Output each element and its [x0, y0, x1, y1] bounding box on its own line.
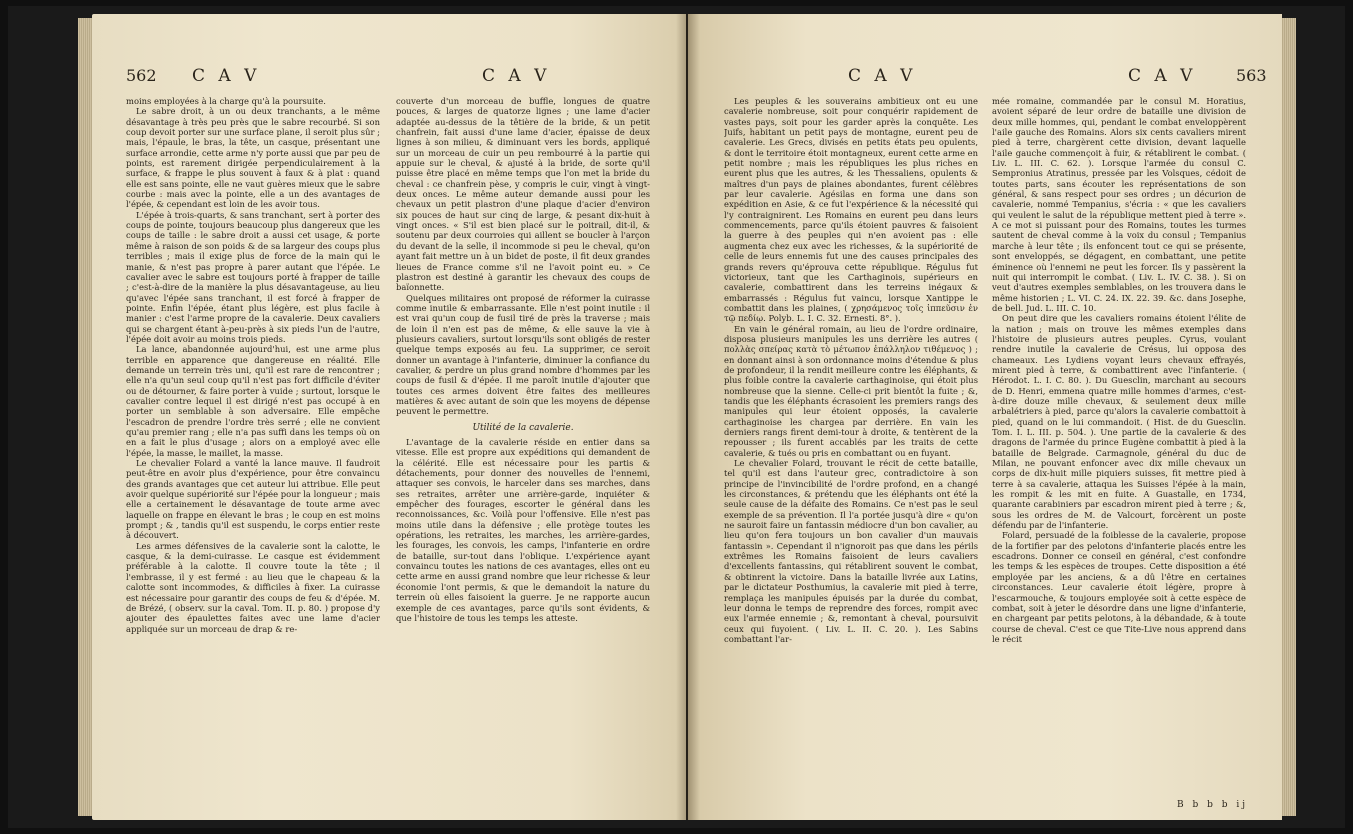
- paragraph: Les armes défensives de la cavalerie sont la calotte, le casque, & la demi-cuirasse. Le casque est évidemment préférable à la calotte. Il couvre toute la tête ; il l'embrasse, il y est fermé : au lieu que le chapeau & la calotte sont incommodes, & difficiles à fixer. La cuirasse est nécessaire pour garantir des coups de feu & d'épée. M. de Brézé, ( observ. sur la caval. Tom. II. p. 80. ) propose d'y ajouter des épaulettes faites avec une lame d'acier appliquée sur un morceau de drap & re-: [126, 540, 380, 634]
- text-column-2: [992, 96, 1246, 808]
- paragraph: Quelques militaires ont proposé de réformer la cuirasse comme inutile & embarrassante. Elle n'est point inutile : il est vrai qu'un coup de fusil tiré de près la traverse ; mais de loin il n'en est pas de même, & elle sauve la vie à plusieurs cavaliers, surtout lorsqu'ils sont obligés de rester quelque temps exposés au feu. La supprimer, ce seroit donner un avantage à l'infanterie, diminuer la confiance du cavalier, & perdre un plus grand nombre d'hommes par les coups de fusil & d'épée. Il me paroît inutile d'ajouter que toutes ces armes doivent être faites des meilleures matières & avec autant de soin que les moyens de dépense peuvent le permettre.: [396, 292, 650, 417]
- right-page-header: [688, 66, 1282, 92]
- paragraph: L'épée à trois-quarts, & sans tranchant, sert à porter des coups de pointe, toujours beaucoup plus dangereux que les coups de taille : le sabre droit a aussi cet usage, & porte même à raison de son poids & de sa largeur des coups plus terribles ; mais il exige plus de force de la main qui le manie, & n'est pas propre à parer autant que l'épée. Le cavalier avec le sabre est toujours porté à frapper de taille ; c'est-à-dire de la manière la plus désavantageuse, au lieu qu'avec l'épée sans tranchant, il est forcé à frapper de pointe. Enfin l'épée, étant plus légère, est plus facile à manier : c'est l'arme propre de la cavalerie. Deux cavaliers qui se chargent étant à-peu-près à six pieds l'un de l'autre, l'épée doit avoir au moins trois pieds.: [126, 209, 380, 344]
- running-head: C A V: [1128, 66, 1197, 86]
- left-page-edges: [78, 18, 92, 816]
- page-number: 563: [1236, 66, 1267, 85]
- left-page-header: [92, 66, 686, 92]
- text-column-1: [126, 96, 380, 808]
- paragraph: En vain le général romain, au lieu de l'ordre ordinaire, disposa plusieurs manipules les uns derrière les autres ( πολλὰς σπείρας κατὰ τὸ μέτωπον ἐπάλληλον τιθέμενος ) ; en donnant ainsi à son ordonnance moins d'étendue & plus de profondeur, il la rendit meilleure contre les éléphants, & plus foible contre la cavalerie carthaginoise, qui étoit plus nombreuse que la sienne. Celle-ci prit bientôt la fuite ; &, tandis que les éléphants écrasoient les premiers rangs des manipules qui leur étoient opposés, la cavalerie carthaginoise les chargea par derrière. En vain les derniers rangs firent demi-tour à droite, & tentèrent de la repousser ; ils furent accablés par les traits de cette cavalerie, & tués ou pris en combattant ou en fuyant.: [724, 323, 978, 458]
- running-head: C A V: [192, 66, 261, 86]
- text-column-2: [396, 96, 650, 808]
- paragraph: Le chevalier Folard a vanté la lance mauve. Il faudroit peut-être en avoir plus d'expérience, pour être convaincu des grands avantages que cet auteur lui attribue. Elle peut avoir quelque supériorité sur l'épée pour la longueur ; mais elle a certainement le désavantage de toute arme avec laquelle on frappe en élevant le bras ; le coup en est moins prompt ; & , tandis qu'il est suspendu, le corps entier reste à découvert.: [126, 458, 380, 541]
- page-number: 562: [126, 66, 157, 85]
- book-spread: [8, 6, 1345, 828]
- section-subtitle: Utilité de la cavalerie.: [472, 422, 574, 433]
- paragraph: La lance, abandonnée aujourd'hui, est une arme plus terrible en apparence que dangereuse en réalité. Elle demande un terrein très uni, qu'il est rare de rencontrer ; elle n'a qu'un seul coup qu'il n'est pas fort difficile d'éviter ou de détourner, & faire porter à vuide ; surtout, lorsque le cavalier contre lequel il est dirigé n'est pas occupé à en porter un semblable à son adversaire. Elle empêche l'escadron de prendre l'ordre très serré ; elle ne convient qu'au premier rang ; elle n'a pas suffi dans les temps où on en a fait le plus d'usage ; alors on a employé avec elle l'épée, la masse, le maillet, la masse.: [126, 344, 380, 458]
- running-head: C A V: [848, 66, 917, 86]
- right-page: [688, 14, 1282, 820]
- paragraph: Les peuples & les souverains ambitieux ont eu une cavalerie nombreuse, soit pour conquérir rapidement de vastes pays, soit pour les garder après la conquête. Les Juifs, habitant un petit pays de montagne, eurent peu de cavalerie. Les Grecs, divisés en petits états peu opulents, & dont le territoire étoit montagneux, eurent cette arme en petit nombre ; mais les républiques les plus riches en eurent plus que les autres, & les Thessaliens, opulents & maîtres d'un pays de plaines abondantes, furent célèbres par leur cavalerie. Agésilas en forma une dans son expédition en Asie, & ce fut l'expérience & la nécessité qui l'y contraignirent. Les Romains en eurent peu dans leurs commencements, parce qu'ils étoient pauvres & faisoient la guerre à des peuples qui n'en avoient pas : elle augmenta chez eux avec les richesses, & la supériorité de celle de leurs ennemis fut une des causes principales des grands revers qu'éprouva cette république. Régulus fut victorieux, tant que les Carthaginois, supérieurs en cavalerie, combattirent dans les terreins inégaux & embarrassés : Régulus fut vaincu, lorsque Xantippe le combattit dans les plaines, ( χρησάμενος τοῖς ἱππεῦσιν ἐν τῷ πεδίῳ. Polyb. L. I. C. 32. Ernesti. 8°. ).: [724, 96, 978, 324]
- paragraph: Le chevalier Folard, trouvant le récit de cette bataille, tel qu'il est dans l'auteur grec, contradictoire à son principe de l'invincibilité de l'ordre profond, en a changé les circonstances, & prétendu que les éléphants ont été la seule cause de la défaite des Romains. Ce n'est pas le seul exemple de sa prévention. Il l'a portée jusqu'à dire « qu'on ne sauroit faire un fantassin médiocre d'un bon cavalier, au lieu qu'on fera toujours un bon cavalier d'un mauvais fantassin ». Cependant il n'ignoroit pas que dans les périls extrêmes les Romains faisoient de leurs cavaliers d'excellents fantassins, qui rétablirent souvent le combat, & obtinrent la victoire. Dans la bataille livrée aux Latins, par le dictateur Posthumius, la cavalerie mit pied à terre, remplaça les manipules épuisés par la durée du combat, leur donna le temps de reprendre des forces, rompit avec eux l'armée ennemie ; &, remontant à cheval, poursuivit ceux qui fuyoient. ( Liv. L. II. C. 20. ). Les Sabins combattant l'ar-: [724, 458, 978, 644]
- paragraph: mée romaine, commandée par le consul M. Horatius, avoient séparé de leur ordre de bataille une division de deux mille hommes, qui, pendant le combat enveloppèrent l'aile gauche des Romains. Alors six cents cavaliers mirent pied à terre, chargèrent cette division, devant laquelle l'aile gauche commençoit à fuir, & rétablirent le combat. ( Liv. L. III. C. 62. ). Lorsque l'armée du consul C. Sempronius Atratinus, pressée par les Volsques, cédoit de toutes parts, sans écouter les représentations de son général, & sans respect pour ses ordres ; un décurion de cavalerie, nommé Tempanius, s'écria : « que les cavaliers qui veulent le salut de la république mettent pied à terre ». A ce mot si puissant pour des Romains, toutes les turmes sautent de cheval comme à la voix du consul ; Tempanius marche à leur tête ; ils enfoncent tout ce qui se présente, sont enveloppés, se dégagent, en combattant, une petite éminence où l'ennemi ne peut les forcer. Ils y passèrent la nuit qui interrompit le combat. ( Liv. L. IV. C. 38. ). Si on veut d'autres exemples semblables, on les trouvera dans le même historien ; L. VI. C. 24. IX. 22. 39. &c. dans Josephe, de bell. Jud. L. III. C. 10.: [992, 96, 1246, 313]
- paragraph: Folard, persuadé de la foiblesse de la cavalerie, propose de la fortifier par des pelotons d'infanterie placés entre les escadrons. Donner ce conseil en général, c'est confondre les temps & les espèces de troupes. Cette disposition a été employée par les anciens, & a dû l'être en certaines circonstances. Leur cavalerie étoit légère, propre à l'escarmouche, & toujours employée soit à cette espèce de combat, soit à jeter le désordre dans une ligne d'infanterie, en chargeant par petits pelotons, à la débandade, & à toute course de cheval. C'est ce que Tite-Live nous apprend dans le récit: [992, 530, 1246, 644]
- left-page: [92, 14, 686, 820]
- right-page-edges: [1282, 18, 1296, 816]
- book-gutter: [676, 14, 700, 820]
- paragraph: couverte d'un morceau de buffle, longues de quatre pouces, & larges de quatorze lignes ; une lame d'acier adaptée au-dessus de la têtière de la bride, & un petit chanfrein, fait aussi d'une lame d'acier, épaisse de deux lignes à son milieu, & diminuant vers les bords, appliqué sur un morceau de cuir un peu rembourré à la partie qui appuie sur le cheval, & ajusté à la bride, de sorte qu'il puisse être placé en même temps que l'on met la bride du cheval : ce chanfrein pèse, y compris le cuir, vingt à vingt-deux onces. Le même auteur demande aussi pour les chevaux un petit plastron d'une plaque d'acier d'environ six pouces de haut sur cinq de large, & pesant dix-huit à vingt onces. « S'il est bien placé sur le poitrail, dit-il, & soutenu par deux courroies qui aillent se boucler à l'arçon du devant de la selle, il incommode si peu le cheval, qu'on ayant fait mettre un à un bidet de poste, il fit deux grandes lieues de France comme s'il ne l'avoit point eu. » Ce plastron est destiné à garantir les chevaux des coups de baïonnette.: [396, 96, 650, 293]
- signature-mark: B b b b ij: [1176, 800, 1248, 810]
- paragraph: moins employées à la charge qu'à la poursuite.: [126, 96, 326, 106]
- text-column-1: [724, 96, 978, 808]
- running-head: C A V: [482, 66, 551, 86]
- paragraph: Le sabre droit, à un ou deux tranchants, a le même désavantage à très peu près que le sabre recourbé. Si son coup devoit porter sur une surface plane, il seroit plus sûr ; mais, l'épaule, le bras, la tête, un casque, présentant une surface arrondie, cette arme n'y porte aussi que par peu de points, est rarement dirigée perpendiculairement à la surface, & frappe le plus souvent à faux & à plat : quand elle est sans pointe, elle ne vaut guères mieux que le sabre courbe : mais avec la pointe, elle a un des avantages de l'épée, & cependant est loin de les avoir tous.: [126, 106, 380, 210]
- paragraph: On peut dire que les cavaliers romains étoient l'élite de la nation ; mais on trouve les mêmes exemples dans l'histoire de plusieurs autres peuples. Cyrus, voulant rendre inutile la cavalerie de Crésus, lui opposa des chameaux. Les Lydiens voyant leurs chevaux effrayés, mirent pied à terre, & combattirent avec l'infanterie. ( Hérodot. L. I. C. 80. ). Du Guesclin, marchant au secours de D. Henri, emmena quatre mille hommes d'armes, c'est-à-dire douze mille chevaux, & seulement deux mille arbalétriers à pied, parce qu'alors la cavalerie combattoit à pied, quand on le lui commandoit. ( Hist. de du Guesclin. Tom. I. L. III. p. 504. ). Une partie de la cavalerie & des dragons de l'armée du prince Eugène combattit à pied à la bataille de Belgrade. Carmagnole, général du duc de Milan, ne pouvant enfoncer avec dix mille chevaux un corps de dix-huit mille piquiers suisses, fit mettre pied à terre à sa cavalerie, attaqua les Suisses l'épée à la main, les rompit & les mit en fuite. A Guastalle, en 1734, quarante carabiniers par escadron mirent pied à terre ; &, sous les ordres de M. de Valcourt, forcèrent un poste défendu par de l'infanterie.: [992, 313, 1246, 531]
- paragraph: L'avantage de la cavalerie réside en entier dans sa vitesse. Elle est propre aux expéditions qui demandent de la célérité. Elle est nécessaire pour les partis & détachements, pour donner des nouvelles de l'ennemi, attaquer ses convois, le harceler dans ses marches, dans ses retraites, arrêter une arrière-garde, inquiéter & empêcher des fourages, escorter le général dans les reconnoissances, &c. Voilà pour l'offensive. Elle n'est pas moins utile dans la défensive ; elle protège toutes les opérations, les retraites, les marches, les arrière-gardes, les fourages, les convois, les camps, l'infanterie en ordre de bataille, sur-tout dans l'oblique. L'expérience ayant convaincu toutes les nations de ces avantages, elles ont eu cette arme en aussi grand nombre que leur richesse & leur économie l'ont permis, & que le demandoit la nature du terrein où elles faisoient la guerre. Je ne rapporte aucun exemple de ces avantages, parce qu'ils sont évidents, & que l'histoire de tous les temps les atteste.: [396, 437, 650, 623]
